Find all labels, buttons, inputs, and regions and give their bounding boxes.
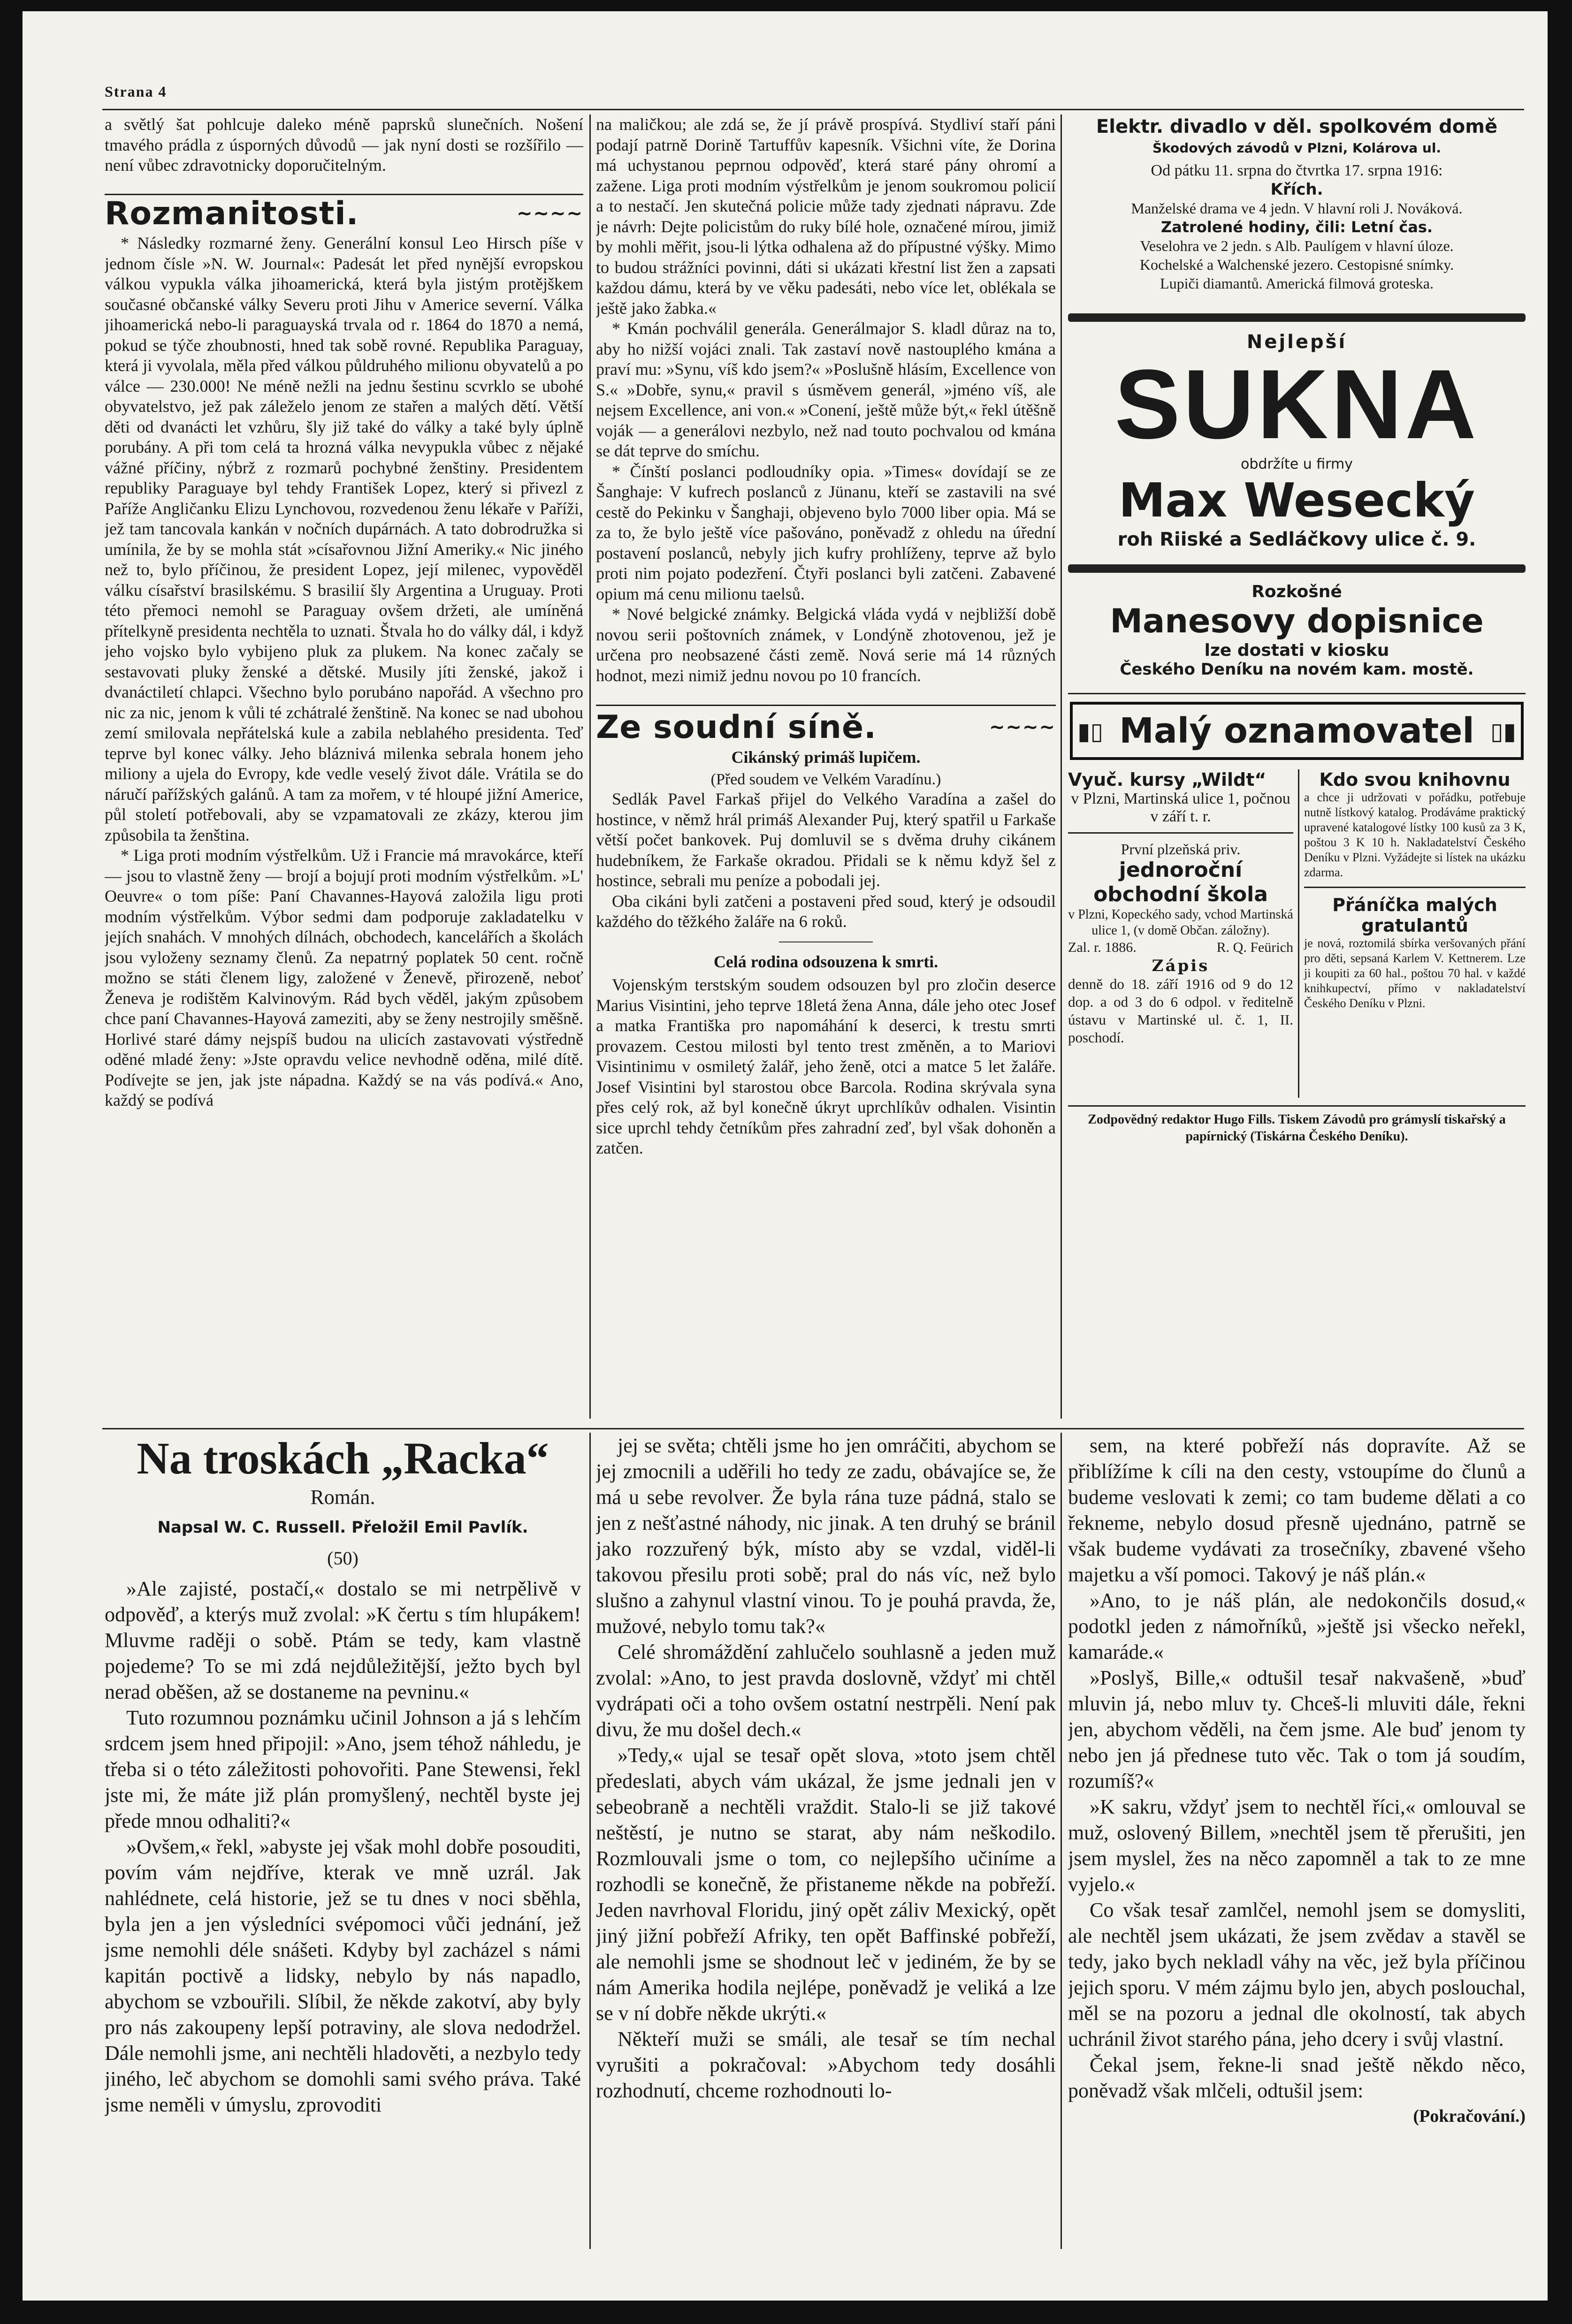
section-title-court: Ze soudní síně. (596, 709, 877, 746)
continued-note: (Pokračování.) (1413, 2106, 1526, 2126)
header-rule (102, 109, 1524, 110)
school-address: v Plzni, Kopeckého sady, vchod Martinská ulice 1, (v domě Občan. záložny). (1068, 907, 1293, 938)
postcards-main: Manesovy dopisnice (1110, 602, 1484, 640)
article-liga: * Liga proti modním výstřelkům. Už i Francie má mravokárce, kteří — jsou to vlastně ženy — brojí a bojují proti modním výstřelkům. »L' Oeuvre« o tom píše: Paní Chavannes-Hayová založila ligu proti modním výstřelkům. Výbor sedmi dam podporuje zakladatelku v jejích snahách. V mnohých dílnách, obchodech, kancelářích a školách jsou vyloženy seznamy členů. Za nepatrný poplatek 50 cent. ročně možno se státi členem ligy, založené v Ženevě, přirozeně, neboť Ženeva je rodištěm Kalvinovým. Rád bych věděl, jakým způsobem chce paní Chavannes-Hayová zameziti, aby se ženy nestrojily směšně. Horlivé staré dámy nejspíš budou na ulicích zastavovati výstředně oděné mladé ženy: »Jste opravdu velice nevhodně oděna, milé dítě. Podívejte se jen, jak jste nápadna. Každý se na vás podívá.« Ano, každý se podívá (105, 846, 583, 1109)
section-title-rozmanitosti: Rozmanitosti. (105, 195, 359, 232)
serial-paragraph: »Poslyš, Bille,« odtušil tesař nakvašeně, »buď mluvin já, nebo mluv ty. Chceš-li mluviti dále, řekni jen, abychom věděli, na čem jsme. Ale buď jenom ty nebo jen já přednese tuto věc. Tak o tom já soudím, rozumíš?« (1068, 1666, 1526, 1792)
case1-subtitle: (Před soudem ve Velkém Varadínu.) (710, 771, 941, 788)
cinema-title: Elektr. divadlo v děl. spolkovém domě (1096, 116, 1498, 137)
ad-cinema (1068, 114, 1526, 293)
library-text: a chce ji udržovati v pořádku, potřebuje nutně lístkový katalog. Prodáváme praktický upravené katalogové lístky 100 kusů za 3 K, poštou 3 K 10 h. Nakladatelství Českého Deníku v Plzni. Vyžádejte si lístek na ukázku zdarma. (1304, 790, 1526, 879)
cinema-dates: Od pátku 11. srpna do čtvrtka 17. srpna 1916: (1151, 162, 1443, 179)
page-header: Strana 4 (105, 83, 167, 100)
school-founded: Zal. r. 1886. (1068, 940, 1137, 955)
column-top-left (105, 114, 583, 1419)
case1-text: Oba cikáni byli zatčeni a postaveni před soud, který je odsoudil každého do těžkého žaláře na 6 roků. (596, 891, 1056, 931)
serial-paragraph: jej se světa; chtěli jsme ho jen omráčiti, abychom se jej zmocnili a uděřili ho tedy ze zadu, obávajíce se, že má u sebe revolver. Že byla rána tuze pádná, stalo se jen z nešťastné náhody, nic jinak. A ten druhý se bránil jako rozzuřený býk, místo aby se vzdal, viděl-li takovou přesilu proti sobě; pral do nás víc, než bylo slušno a zahynul vlastní vinou. To je pouhá pravda, že, mužové, nebylo tomu tak?« (596, 1434, 1056, 1638)
cinema-film3-desc: Veselohra ve 2 jedn. s Alb. Paulígem v hlavní úloze. (1140, 237, 1454, 254)
decorative-band (1068, 313, 1526, 322)
serial-paragraph: Čekal jsem, řekne-li snad ještě někdo něco, poněvadž však mlčeli, odtušil jsem: (1068, 2053, 1526, 2102)
cinema-film1-desc: Manželské drama ve 4 jedn. V hlavní roli J. Nováková. (1131, 200, 1463, 217)
serial-paragraph: »Tedy,« ujal se tesař opět slova, »toto jsem chtěl předeslati, abych vám ukázal, že jsme jednali jen v sebeobraně a nechtěli vraždit. Stalo-li se již takové neštěstí, je nutno se starat, aby nám neškodilo. Rozmlouvali jsme o tom, co nejlepšího učiníme a rozhodli se konečně, že přistaneme někde na pobřeží. Jeden navrhoval Floridu, jiný opět záliv Mexický, opět jiný jižní pobřeží Afriky, ten opět Baffinské pobřeží, ale nemohli jsme se shodnout leč v jediném, že by se nám Amerika hodila nejlépe, poněvadž je veliká a lze se v ní dobře někde ukrýti.« (596, 1744, 1056, 2025)
serial-paragraph: »Ovšem,« řekl, »abyste jej však mohl dobře posouditi, povím vám nejdříve, kterak ve mně uzrál. Jak nahlédnete, celá historie, jež se tu dnes v noci sběhla, byla jen a jen výsledníci svépomoci vůči jednání, jež jsme nemohli déle snášeti. Kdyby byl zacházel s námi kapitán poctivě a lidsky, nebylo by nás napadlo, abychom se vzbouřili. Slíbil, že někde zakotví, aby byly pro nás zakoupeny lepší potraviny, ale slova nedodržel. Dále nemohli jsme, ani nechtěli hladověti, a nezbylo tedy jiného, leč abychom se domohli sami svého práva. Také jsme neměli v úmyslu, zprovoditi (105, 1835, 581, 2116)
ornament: ~~~~ (989, 716, 1056, 738)
school-director: R. Q. Feürich (1216, 940, 1293, 955)
intro-text: a světlý šat pohlcuje daleko méně paprsků slunečních. Nošení tmavého prádla z úsporných důvodů — jak nyní dosti se rozšířilo — není vůbec zdravotnicky doporučitelným. (105, 115, 583, 175)
ad-postcards (1068, 582, 1526, 679)
article-stamps: * Nové belgické známky. Belgická vláda vydá v nejbližší době novou serii poštovních známek, v Londýně zhotovenou, jež je určena pro neobsazené části země. Nová serie má 14 různých hodnot, mezi nimiž jednu novou po 10 francích. (596, 605, 1056, 685)
sukna-mid: obdržíte u firmy (1241, 456, 1353, 472)
serial-paragraph: Tuto rozumnou poznámku učinil Johnson a já s lehčím srdcem jsem hned připojil: »Ano, jsem téhož náhledu, je třeba si o této záležitosti pohovořiti. Pane Stewensi, řekl jste mi, že máte již plán promyšlený, nechtěl byste jej přede mnou odhaliti?« (105, 1706, 581, 1832)
serial-paragraph: Co však tesař zamlčel, nemohl jsem se domysliti, ale nechtěl jsem ukázati, že jsem zvědav a stavěl se tedy, jako bych nekladl váhy na věc, jež byla příčinou jejich sporu. V mém zájmu bylo jen, abych poslouchal, měl se na pozoru a jednal dle okolností, tak abych uchránil život starého pána, jeho dcery i svůj vlastní. (1068, 1899, 1526, 2051)
small-ads-title: Malý oznamovatel (1119, 711, 1474, 751)
banner-pillar-icon: ▯▮ (1490, 717, 1516, 745)
article-liga-cont: na maličkou; ale zdá se, že jí právě prospívá. Stydliví staří páni podají patrně Dorině Tartuffův kapesník. Všichni víte, že Dorina má uchystanou peprnou odpověď, která staré pány ohromí a zažene. Liga proti modním výstřelkům je jenom soukromou policií a to nestačí. Jen skutečná policie může tady zjednati nápravu. Zde je návrh: Dejte policistům do ruky bílé hole, označené mírou, jimiž by mohli měřit, jsou-li lýtka odhalena až do přípustné výšky. Mimo to budou strážníci povinni, dáti si ukázati křestní list žen a zapsati každou dámu, která by ve věku padesáti, nebo více let, oblékala se ještě jako žabka.« (596, 115, 1056, 318)
postcards-line2: Českého Deníku na novém kam. mostě. (1120, 660, 1474, 679)
banner-pillar-icon: ▮▯ (1077, 717, 1104, 745)
serial-paragraph: Někteří muži se smáli, ale tesař se tím nechal vyrušiti a pokračoval: »Abychom tedy dosáhli rozhodnutí, chceme rozhodnouti lo- (596, 2028, 1056, 2102)
wildt-lines: v Plzni, Martinská ulice 1, počnou v září t. r. (1071, 790, 1290, 825)
serial-paragraph: »Ale zajisté, postačí,« dostalo se mi netrpělivě v odpověď, a kterýs muž zvolal: »K čertu s tím hlupákem! Mluvme raději o sobě. Ptám se tedy, kam vlastně pojedeme? To se mi zdá nejdůležitější, ježto bych byl nerad oběšen, až se dostaneme na pevninu.« (105, 1577, 581, 1703)
small-ads-banner (1070, 702, 1524, 760)
serial-col-1 (105, 1433, 581, 2249)
column-rule-1 (589, 114, 591, 1419)
article-paraguay: * Následky rozmarné ženy. Generální konsul Leo Hirsch píše v jednom čísle »N. W. Journal«: Padesát let před nynější evropskou válkou vypukla válka jihoamerická, která byla jistým protějškem současné občanské války Severu proti Jihu v Americe severní. Válka jihoamerická nebo-li paraguayská trvala od r. 1864 do 1870 a nemá, pokud se týče zhoubnosti, hned tak sobě rovné. Republika Paraguay, která ji vyvolala, měla před válkou půldruhého milionu obyvatelů a po válce — 230.000! Ne méně nežli na jednu šestinu scvrklo se ubohé obyvatelstvo, jež pak záleželo jenom ze stařen a malých dětí. Větší děti od dvanácti let vzhůru, šly již také do války a také byly úplně porubány. A při tom celá ta hrozná válka nevypukla vůbec z nějaké vážné příčiny, nýbrž z rozmarů pochybné ženštiny. Presidentem republiky Paraguaye byl tehdy František Lopez, který si přivezl z Paříže Angličanku Elizu Lynchovou, rozvedenou ženu lékaře v Paříži, jež tam tancovala kankán v nočních dupárnách. A tato dobrodružka si umínila, že by se mohla stát »císařovnou Jižní Ameriky.« Nic jiného než to, bylo příčinou, že president Lopez, její milenec, vypověděl válku císařství brasilskému. S brasilií šly Argentina a Uruguay. Proti této přemoci nemohl se Paraguay ovšem držeti, ale umíněná přítelkyně presidenta nechtěla to uznati. Štvala ho do války dál, i když jeho vojsko bylo vybijeno pluk za plukem. Na konec začaly se sestavovati pluky ženské a dětské. Musily jíti ženské, jakož i dvanáctiletí chlapci. Všechno bylo porubáno napořád. A všechno pro nic za nic, jenom k vůli té zchátralé ženštině. Na konec se nad ubohou zemí smilovala nepřátelská kule a zabila neblahého presidenta. Teď teprve byl konec války. Jeho bláznivá milenka sebrala honem jeho miliony a ujela do Evropy, kde vedle veselý život dále. Vrátila se do náručí pařížských galánů. A tam za mořem, v té hloupé jižní Americe, půl století potřebovali, aby se vzpamatovali ze zkázy, kterou jim způsobila ta ženština. (105, 234, 583, 844)
wishes-text: je nová, roztomilá sbírka veršovaných přání pro děti, sepsaná Karlem V. Kettnerem. Lze ji koupiti za 60 hal., poštou 70 hal. v každé knihkupectví, přímo v nakladatelství Českého Deníku v Plzni. (1304, 936, 1526, 1010)
ads-column (1068, 114, 1526, 1419)
main-horizontal-rule (102, 1428, 1524, 1429)
court-divider (596, 705, 1056, 706)
serial-subtitle: Román. (310, 1486, 375, 1509)
school-main: jednoroční obchodní škola (1093, 858, 1268, 906)
cinema-film2: Zatrolené hodiny, čili: Letní čas. (1160, 218, 1433, 236)
small-ads-left (1068, 769, 1299, 1098)
ornament: ~~~~ (516, 202, 583, 224)
small-ads-right (1299, 769, 1526, 1098)
column-rule-2 (1061, 114, 1062, 1419)
serial-paragraph: sem, na které pobřeží nás dopravíte. Až se přiblížíme k cíli na den cesty, vstoupíme do člunů a budeme veslovati k zemi; co tam budeme dělati a co řekneme, nebylo dosud přesně ujednáno, patrně se však budeme vydávati za trosečníky, zbavené všeho majetku a vší pomoci. Takový je náš plán.« (1068, 1434, 1526, 1586)
serial-rule-2 (1061, 1433, 1062, 2249)
cinema-film4: Kochelské a Walchenské jezero. Cestopisné snímky. (1139, 256, 1454, 273)
divider (1068, 1105, 1526, 1107)
serial-number: (50) (327, 1548, 359, 1569)
wildt-title: Vyuč. kursy „Wildt“ (1068, 769, 1267, 790)
imprint: Zodpovědný redaktor Hugo Fills. Tiskem Závodů pro grámyslí tiskařský a papírnický (Tiskárna Českého Deníku). (1088, 1112, 1506, 1144)
wishes-title: Přáníčka malých gratulantů (1332, 895, 1497, 936)
sukna-pre: Nejlepší (1246, 331, 1347, 353)
cinema-film1: Křích. (1270, 180, 1323, 199)
newspaper-page (23, 11, 1548, 2301)
article-opium: * Čínští poslanci podloudníky opia. »Times« dovídají se ze Šanghaje: V kufrech poslanců z Jünanu, kteří se zastavili na své cestě do Pekinku v Šanghaji, objeveno bylo 7000 liber opia. Má se za to, že bylo ještě více pašováno, poněvadž z ohledu na úřední postavení poslanců, nebyly jich kufry prohlíženy, teprve až bylo proti nim pojato podezření. Čtyři poslanci byli zatčeni. Zabavené opium má cenu milionu taelsů. (596, 462, 1056, 603)
case2-title: Celá rodina odsouzena k smrti. (713, 952, 939, 971)
serial-col-3 (1068, 1433, 1526, 2249)
postcards-line1: lze dostati v kiosku (1204, 641, 1389, 660)
serial-paragraph: »Ano, to je náš plán, ale nedokončils dosud,« podotkl jeden z námořníků, »ještě jsi všecko neřekl, kamaráde.« (1068, 1589, 1526, 1663)
serial-paragraph: Celé shromáždění zahlučelo souhlasně a jeden muž zvolal: »Ano, to jest pravda doslovně, vždyť mi chtěl vydrápati oči a toho ovšem ostatní nestrpěli. Není pak divu, že mu došel dech.« (596, 1640, 1056, 1741)
ad-sukna (1068, 331, 1526, 550)
case1-title: Cikánský primáš lupičem. (731, 747, 921, 767)
serial-title: Na troskách „Racka“ (137, 1433, 549, 1483)
serial-col-2 (596, 1433, 1056, 2249)
sukna-main: SUKNA (1114, 349, 1479, 459)
school-pre: První plzeňská priv. (1121, 841, 1241, 858)
enroll-title: Zápis (1152, 957, 1210, 975)
cinema-film5: Lupiči diamantů. Americká filmová groteska. (1160, 275, 1434, 292)
sukna-address: roh Riiské a Sedláčkovy ulice č. 9. (1117, 529, 1476, 550)
serial-author: Napsal W. C. Russell. Přeložil Emil Pavlík. (157, 1518, 528, 1537)
library-title: Kdo svou knihovnu (1319, 769, 1511, 790)
column-top-middle (596, 114, 1056, 1419)
case1-text: Sedlák Pavel Farkaš přijel do Velkého Varadína a zašel do hostince, v němž hrál primáš Alexander Puj, který spatřil u Farkaše větší počet bankovek. Puj domluvil se s dvěma druhy cikánem hudebníkem, že Farkaše okradou. Přidali se k němu když šel z hostince, sebrali mu peníze a pobodali jej. (596, 790, 1056, 890)
decorative-band (1068, 564, 1526, 573)
sukna-firm: Max Wesecký (1118, 473, 1475, 528)
postcards-pre: Rozkošné (1251, 582, 1342, 601)
serial-rule-1 (589, 1433, 591, 2249)
article-kman: * Kmán pochválil generála. Generálmajor S. kladl důraz na to, aby ho nižší vojáci znali. Tak zastaví nově nastouplého kmána a praví mu: »Synu, víš kdo jsem?« »Poslušně hlásím, Excellence von S.« »Dobře, synu,« pravil s úsměvem generál, »jméno víš, ale nejsem Excellence, ani von.« »Conení, ještě může být,« řekl útěšně voják — a generálovi nezbylo, než nad touto pochvalou od kmána se dát teprve do smíchu. (596, 319, 1056, 460)
divider (1068, 693, 1526, 694)
school-founding (1068, 939, 1293, 957)
serial-paragraph: »K sakru, vždyť jsem to nechtěl říci,« omlouval se muž, oslovený Billem, »nechtěl jsem tě přerušiti, jen jsem myslel, žes na něco zapomněl a tak to ze mne vyjelo.« (1068, 1795, 1526, 1896)
case2-text: Vojenským terstským soudem odsouzen byl pro zločin deserce Marius Visintini, jeho teprve 18letá žena Anna, dále jeho otec Josef a matka Františka pro napomáhání k deserci, k trestu smrti provazem. Cestou milosti byl tento trest změněn, a to Mariovi Visintinimu v osmiletý žalář, jeho ženě, otci a matce 5 let žaláře. Josef Visintini byl starostou obce Barcola. Rodina skrývala syna přes celý rok, až byl konečně úkryt uprchlíkův odhalen. Visintin sice uprchl tehdy četníkům přes zahradní zeď, byl však dohoněn a zatčen. (596, 975, 1056, 1157)
small-ads-grid (1068, 769, 1526, 1098)
cinema-subtitle: Škodových závodů v Plzni, Kolárova ul. (1152, 140, 1442, 156)
enroll-text: denně do 18. září 1916 od 9 do 12 dop. a od 3 do 6 odpol. v ředitelně ústavu v Martinské ul. č. 1, II. poschodí. (1068, 976, 1293, 1046)
